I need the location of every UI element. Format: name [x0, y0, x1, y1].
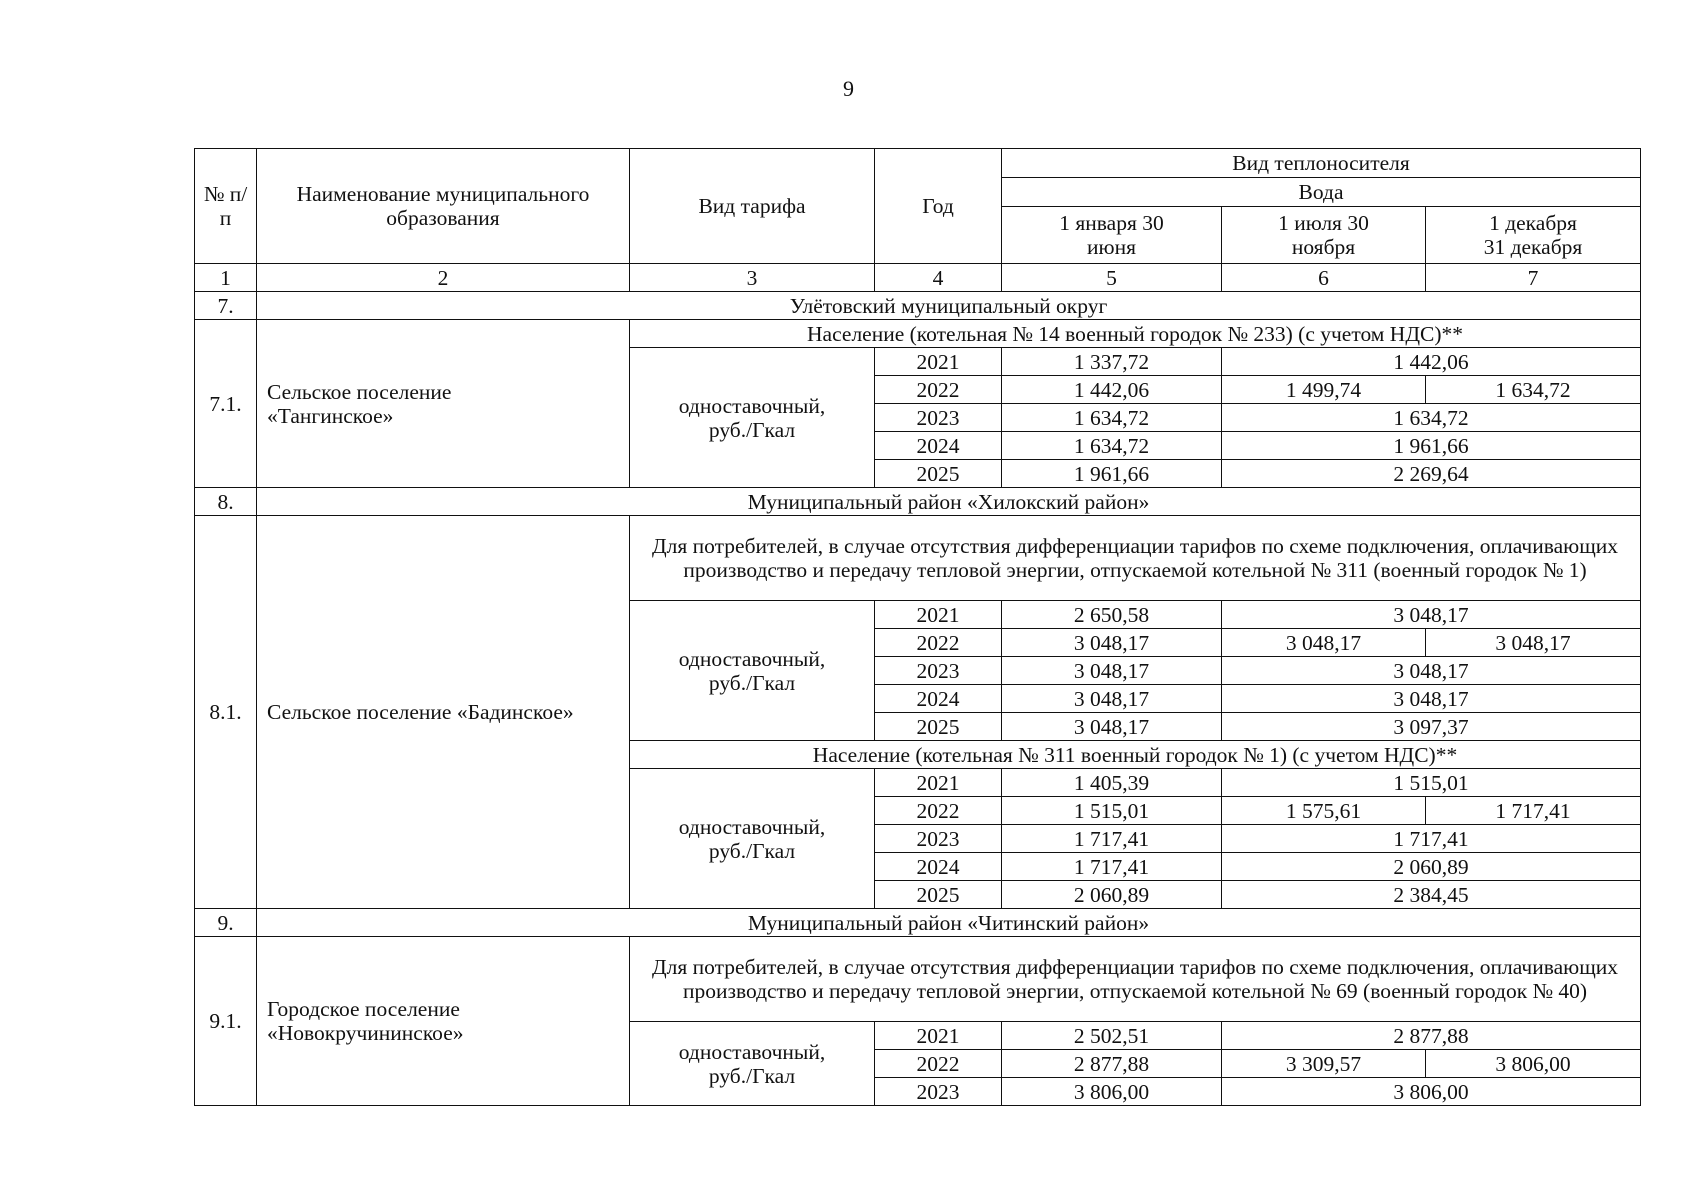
header-period-3: 1 декабря 31 декабря	[1426, 207, 1641, 264]
value-cell: 2 877,88	[1002, 1050, 1222, 1078]
subsection-num: 7.1.	[195, 320, 257, 488]
value-cell: 2 502,51	[1002, 1022, 1222, 1050]
group-title: Население (котельная № 14 военный городок № 233) (с учетом НДС)**	[630, 320, 1641, 348]
year-cell: 2021	[875, 348, 1002, 376]
tariff-type: одноставочный, руб./Гкал	[630, 601, 875, 741]
value-cell: 2 060,89	[1002, 881, 1222, 909]
value-cell: 2 384,45	[1222, 881, 1641, 909]
section-num: 7.	[195, 292, 257, 320]
section-title: Улётовский муниципальный округ	[257, 292, 1641, 320]
value-cell: 1 515,01	[1002, 797, 1222, 825]
value-cell: 3 048,17	[1222, 629, 1426, 657]
year-cell: 2022	[875, 376, 1002, 404]
section-num: 9.	[195, 909, 257, 937]
value-cell: 1 717,41	[1222, 825, 1641, 853]
section-num: 8.	[195, 488, 257, 516]
subsection-num: 9.1.	[195, 937, 257, 1106]
group-title: Население (котельная № 311 военный городок № 1) (с учетом НДС)**	[630, 741, 1641, 769]
value-cell: 3 097,37	[1222, 713, 1641, 741]
column-number: 5	[1002, 264, 1222, 292]
tariff-type: одноставочный, руб./Гкал	[630, 348, 875, 488]
value-cell: 1 499,74	[1222, 376, 1426, 404]
subsection-num: 8.1.	[195, 516, 257, 909]
tariff-table	[194, 148, 1641, 1106]
year-cell: 2023	[875, 657, 1002, 685]
value-cell: 3 048,17	[1002, 629, 1222, 657]
table-row	[195, 937, 1641, 1022]
year-cell: 2021	[875, 769, 1002, 797]
year-cell: 2024	[875, 685, 1002, 713]
column-number: 4	[875, 264, 1002, 292]
value-cell: 3 309,57	[1222, 1050, 1426, 1078]
value-cell: 1 405,39	[1002, 769, 1222, 797]
header-name: Наименование муниципального образования	[257, 149, 630, 264]
year-cell: 2021	[875, 601, 1002, 629]
year-cell: 2024	[875, 853, 1002, 881]
header-period-2: 1 июля 30 ноября	[1222, 207, 1426, 264]
value-cell: 1 442,06	[1222, 348, 1641, 376]
value-cell: 3 048,17	[1222, 685, 1641, 713]
column-number: 2	[257, 264, 630, 292]
section-title: Муниципальный район «Хилокский район»	[257, 488, 1641, 516]
page-number: 9	[843, 76, 854, 101]
value-cell: 3 048,17	[1002, 713, 1222, 741]
year-cell: 2022	[875, 797, 1002, 825]
year-cell: 2025	[875, 881, 1002, 909]
column-number-row	[195, 264, 1641, 292]
year-cell: 2025	[875, 713, 1002, 741]
value-cell: 1 961,66	[1222, 432, 1641, 460]
subsection-name: Городское поселение «Новокручининское»	[257, 937, 630, 1106]
group-title: Для потребителей, в случае отсутствия дифференциации тарифов по схеме подключения, оплачивающих производство и передачу тепловой энергии, отпускаемой котельной № 69 (военный городок № 40)	[630, 937, 1641, 1022]
header-year: Год	[875, 149, 1002, 264]
column-number: 6	[1222, 264, 1426, 292]
year-cell: 2023	[875, 404, 1002, 432]
year-cell: 2025	[875, 460, 1002, 488]
header-num: № п/п	[195, 149, 257, 264]
value-cell: 1 717,41	[1002, 853, 1222, 881]
header-row	[195, 149, 1641, 178]
value-cell: 3 048,17	[1002, 657, 1222, 685]
tariff-type: одноставочный, руб./Гкал	[630, 769, 875, 909]
year-cell: 2023	[875, 1078, 1002, 1106]
header-tariff-type: Вид тарифа	[630, 149, 875, 264]
value-cell: 2 269,64	[1222, 460, 1641, 488]
header-period-1: 1 января 30 июня	[1002, 207, 1222, 264]
value-cell: 1 634,72	[1426, 376, 1641, 404]
year-cell: 2022	[875, 629, 1002, 657]
value-cell: 1 515,01	[1222, 769, 1641, 797]
value-cell: 1 634,72	[1002, 404, 1222, 432]
value-cell: 3 048,17	[1426, 629, 1641, 657]
table-row	[195, 320, 1641, 348]
value-cell: 3 048,17	[1002, 685, 1222, 713]
value-cell: 1 961,66	[1002, 460, 1222, 488]
value-cell: 1 337,72	[1002, 348, 1222, 376]
header-heat-carrier: Вид теплоносителя	[1002, 149, 1641, 178]
value-cell: 1 717,41	[1002, 825, 1222, 853]
year-cell: 2024	[875, 432, 1002, 460]
value-cell: 1 634,72	[1002, 432, 1222, 460]
column-number: 3	[630, 264, 875, 292]
value-cell: 2 060,89	[1222, 853, 1641, 881]
column-number: 7	[1426, 264, 1641, 292]
value-cell: 2 650,58	[1002, 601, 1222, 629]
section-title: Муниципальный район «Читинский район»	[257, 909, 1641, 937]
value-cell: 1 442,06	[1002, 376, 1222, 404]
column-number: 1	[195, 264, 257, 292]
group-title: Для потребителей, в случае отсутствия дифференциации тарифов по схеме подключения, оплачивающих производство и передачу тепловой энергии, отпускаемой котельной № 311 (военный городок № 1)	[630, 516, 1641, 601]
tariff-type: одноставочный, руб./Гкал	[630, 1022, 875, 1106]
value-cell: 3 806,00	[1222, 1078, 1641, 1106]
table-row	[195, 516, 1641, 601]
value-cell: 3 806,00	[1426, 1050, 1641, 1078]
value-cell: 3 806,00	[1002, 1078, 1222, 1106]
value-cell: 1 717,41	[1426, 797, 1641, 825]
year-cell: 2023	[875, 825, 1002, 853]
section-row	[195, 292, 1641, 320]
subsection-name: Сельское поселение «Бадинское»	[257, 516, 630, 909]
header-water: Вода	[1002, 178, 1641, 207]
value-cell: 3 048,17	[1222, 657, 1641, 685]
value-cell: 1 634,72	[1222, 404, 1641, 432]
value-cell: 1 575,61	[1222, 797, 1426, 825]
year-cell: 2022	[875, 1050, 1002, 1078]
year-cell: 2021	[875, 1022, 1002, 1050]
value-cell: 3 048,17	[1222, 601, 1641, 629]
section-row	[195, 909, 1641, 937]
section-row	[195, 488, 1641, 516]
value-cell: 2 877,88	[1222, 1022, 1641, 1050]
subsection-name: Сельское поселение «Тангинское»	[257, 320, 630, 488]
